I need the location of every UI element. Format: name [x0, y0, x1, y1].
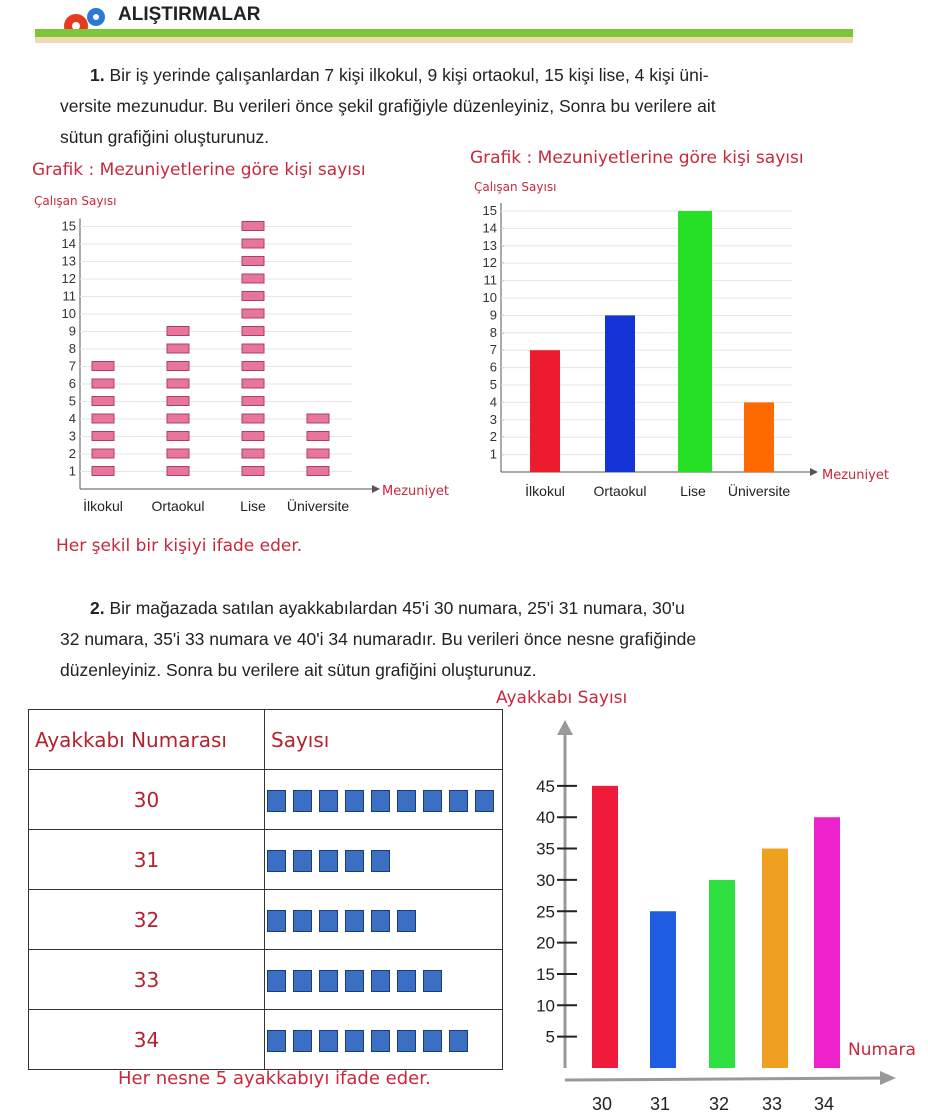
person-icon	[167, 467, 189, 476]
person-icon	[242, 362, 264, 371]
x-tick-label: 30	[591, 1094, 613, 1114]
x-axis-arrow	[372, 485, 380, 493]
y-tick-label: 13	[61, 253, 76, 269]
person-icon	[92, 362, 114, 371]
person-icon	[242, 397, 264, 406]
x-tick-label: Lise	[680, 483, 706, 499]
person-icon	[307, 432, 329, 441]
chart3-xlabel: Numara	[848, 1040, 916, 1060]
chart1-xlabel: Mezuniyet	[382, 484, 449, 499]
y-tick-label: 13	[482, 237, 497, 253]
y-tick-label: 15	[482, 203, 497, 218]
y-tick-label: 40	[536, 808, 555, 828]
person-icon	[242, 222, 264, 231]
x-axis	[565, 1078, 890, 1080]
x-tick-label: 33	[761, 1094, 783, 1114]
person-icon	[307, 414, 329, 423]
y-axis-arrow	[557, 720, 573, 735]
y-tick-label: 1	[489, 446, 497, 462]
person-icon	[92, 467, 114, 476]
person-icon	[242, 449, 264, 458]
person-icon	[242, 239, 264, 248]
y-tick-label: 2	[489, 429, 497, 445]
person-icon	[242, 309, 264, 318]
shoe-number: 34	[29, 1010, 265, 1070]
x-tick-label: 32	[708, 1094, 730, 1114]
bar	[650, 911, 676, 1068]
x-tick-label: Ortaokul	[151, 498, 205, 514]
table-header-number: Ayakkabı Numarası	[29, 710, 265, 770]
person-icon	[167, 362, 189, 371]
person-icon	[242, 414, 264, 423]
person-icon	[92, 414, 114, 423]
chart2-ylabel: Çalışan Sayısı	[474, 180, 557, 194]
person-icon	[167, 379, 189, 388]
shoe-number: 32	[29, 890, 265, 950]
chart2-title: Grafik : Mezuniyetlerine göre kişi sayısı	[470, 148, 804, 168]
y-tick-label: 5	[545, 1027, 555, 1047]
section-title: ALIŞTIRMALAR	[118, 4, 261, 25]
y-tick-label: 45	[536, 776, 555, 796]
y-tick-label: 8	[68, 341, 76, 356]
y-tick-label: 7	[489, 342, 497, 358]
y-tick-label: 9	[68, 323, 76, 339]
y-tick-label: 1	[68, 463, 76, 479]
x-tick-label: 31	[649, 1094, 671, 1114]
table-header-count: Sayısı	[265, 710, 503, 770]
person-icon	[307, 449, 329, 458]
person-icon	[242, 379, 264, 388]
y-tick-label: 30	[536, 870, 555, 890]
y-tick-label: 6	[489, 359, 497, 375]
y-tick-label: 25	[536, 902, 555, 922]
bar	[744, 402, 774, 472]
chart3-ylabel: Ayakkabı Sayısı	[496, 688, 628, 708]
x-tick-label: Üniversite	[727, 483, 791, 499]
person-icon	[92, 379, 114, 388]
person-icon	[167, 432, 189, 441]
y-tick-label: 7	[68, 358, 76, 374]
y-tick-label: 8	[489, 324, 497, 340]
y-tick-label: 14	[482, 220, 497, 236]
x-tick-label: 34	[813, 1094, 835, 1114]
y-tick-label: 3	[68, 428, 76, 444]
person-icon	[167, 397, 189, 406]
person-icon	[242, 467, 264, 476]
person-icon	[242, 432, 264, 441]
y-tick-label: 11	[483, 272, 497, 288]
y-tick-label: 20	[536, 933, 555, 953]
y-tick-label: 10	[536, 996, 555, 1016]
bar	[592, 786, 618, 1068]
bar	[814, 817, 840, 1068]
x-tick-label: İlkokul	[525, 483, 565, 499]
x-tick-label: Ortaokul	[593, 483, 647, 499]
person-icon	[167, 414, 189, 423]
table-note: Her nesne 5 ayakkabıyı ifade eder.	[118, 1068, 431, 1089]
person-icon	[92, 397, 114, 406]
person-icon	[167, 344, 189, 353]
y-tick-label: 4	[489, 394, 497, 410]
y-tick-label: 15	[61, 218, 76, 234]
person-icon	[242, 344, 264, 353]
person-icon	[92, 449, 114, 458]
y-tick-label: 9	[489, 307, 497, 323]
x-tick-label: Üniversite	[286, 498, 350, 514]
person-icon	[242, 327, 264, 336]
chart2-xlabel: Mezuniyet	[822, 468, 889, 483]
y-tick-label: 5	[68, 393, 76, 409]
y-tick-label: 35	[536, 839, 555, 859]
bar	[762, 849, 788, 1068]
bar	[678, 211, 712, 472]
question-1: 1. Bir iş yerinde çalışanlardan 7 kişi ilkokul, 9 kişi ortaokul, 15 kişi lise, 4 kişi üni- versite mezunudur. Bu verileri önce şekil grafiğiyle düzenleyiniz, Sonra bu verilere ait sütun grafiğini oluşturunuz.	[60, 65, 716, 147]
x-tick-label: İlkokul	[83, 498, 123, 514]
person-icon	[242, 257, 264, 266]
y-tick-label: 5	[489, 377, 497, 392]
y-tick-label: 14	[61, 236, 76, 251]
person-icon	[92, 432, 114, 441]
y-tick-label: 4	[68, 411, 76, 426]
person-icon	[167, 327, 189, 336]
y-tick-label: 12	[61, 271, 76, 286]
y-tick-label: 6	[68, 376, 76, 391]
chart1-ylabel: Çalışan Sayısı	[34, 194, 117, 208]
x-tick-label: Lise	[240, 498, 266, 514]
chart1-title: Grafik : Mezuniyetlerine göre kişi sayısı	[32, 160, 366, 180]
question-2: 2. Bir mağazada satılan ayakkabılardan 45'i 30 numara, 25'i 31 numara, 30'u 32 numara, 35'i 33 numara ve 40'i 34 numaradır. Bu verileri önce nesne grafiğinde düzenleyiniz. Sonra bu verilere ait sütun grafiğini oluşturunuz.	[60, 598, 697, 680]
shoe-number: 33	[29, 950, 265, 1010]
y-tick-label: 10	[61, 306, 76, 321]
shoe-number: 30	[29, 770, 265, 830]
person-icon	[242, 274, 264, 283]
shoe-number: 31	[29, 830, 265, 890]
bar	[709, 880, 735, 1068]
x-axis-arrow	[880, 1071, 896, 1085]
person-icon	[307, 467, 329, 476]
x-axis-arrow	[810, 468, 818, 476]
bar	[605, 315, 635, 472]
y-tick-label: 15	[536, 964, 555, 984]
y-tick-label: 12	[482, 255, 497, 271]
bar	[530, 350, 560, 472]
person-icon	[242, 292, 264, 301]
y-tick-label: 2	[68, 446, 76, 461]
y-tick-label: 3	[489, 411, 497, 427]
y-tick-label: 11	[62, 288, 76, 304]
y-tick-label: 10	[482, 290, 497, 305]
chart1-note: Her şekil bir kişiyi ifade eder.	[56, 536, 303, 556]
person-icon	[167, 449, 189, 458]
